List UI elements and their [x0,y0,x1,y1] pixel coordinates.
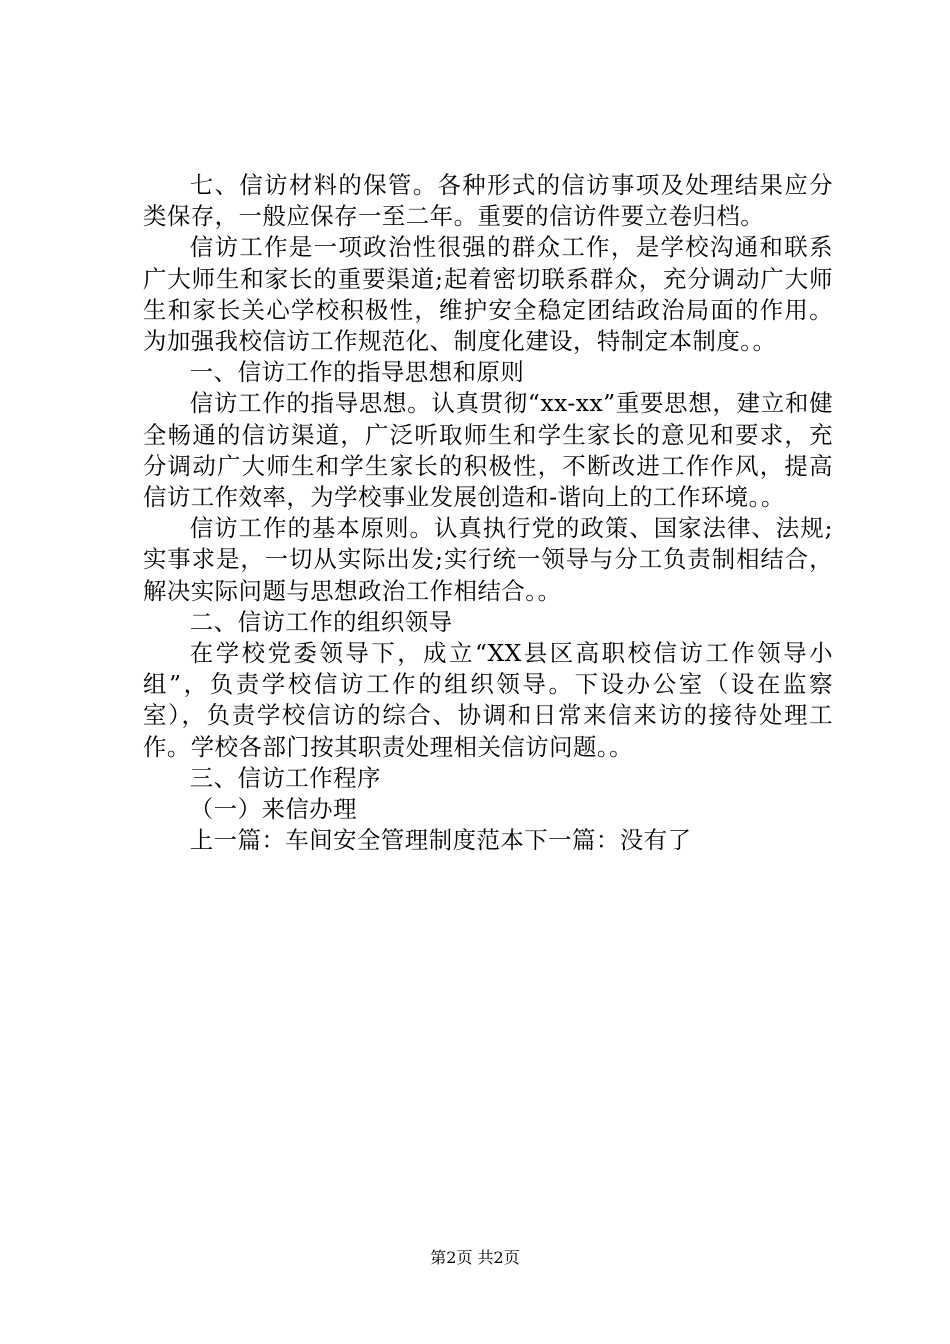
paragraph-guiding-thought: 信访工作的指导思想。认真贯彻“xx-xx”重要思想，建立和健全畅通的信访渠道，广泛听取师生和学生家长的意见和要求，充分调动广大师生和学生家长的积极性，不断改进工作作风，提高信访工作效率，为学校事业发展创造和-谐向上的工作环境。。 [143,389,833,512]
heading-section-1: 一、信访工作的指导思想和原则 [189,358,525,387]
paragraph-basic-principles: 信访工作的基本原则。认真执行党的政策、国家法律、法规;实事求是，一切从实际出发;实行统一领导与分工负责制相结合，解决实际问题与思想政治工作相结合。。 [143,514,833,605]
heading-section-2: 二、信访工作的组织领导 [189,607,453,636]
paragraph-storage: 七、信访材料的保管。各种形式的信访事项及处理结果应分类保存，一般应保存一至二年。重要的信访件要立卷归档。 [143,171,833,231]
document-body [143,170,833,856]
heading-section-3: 三、信访工作程序 [189,763,381,792]
paragraph-organization: 在学校党委领导下，成立“XX县区高职校信访工作领导小组”，负责学校信访工作的组织领导。下设办公室（设在监察室），负责学校信访的综合、协调和日常来信来访的接待处理工作。学校各部门按其职责处理相关信访问题。。 [143,639,833,761]
page-footer: 第2页 共2页 [430,1248,520,1267]
heading-subsection-1: （一）来信办理 [189,795,358,824]
prev-next-links[interactable]: 上一篇：车间安全管理制度范本下一篇：没有了 [189,826,692,855]
paragraph-intro: 信访工作是一项政治性很强的群众工作，是学校沟通和联系广大师生和家长的重要渠道;起着密切联系群众，充分调动广大师生和家长关心学校积极性，维护安全稳定团结政治局面的作用。为加强我校信访工作规范化、制度化建设，特制定本制度。。 [143,233,833,356]
